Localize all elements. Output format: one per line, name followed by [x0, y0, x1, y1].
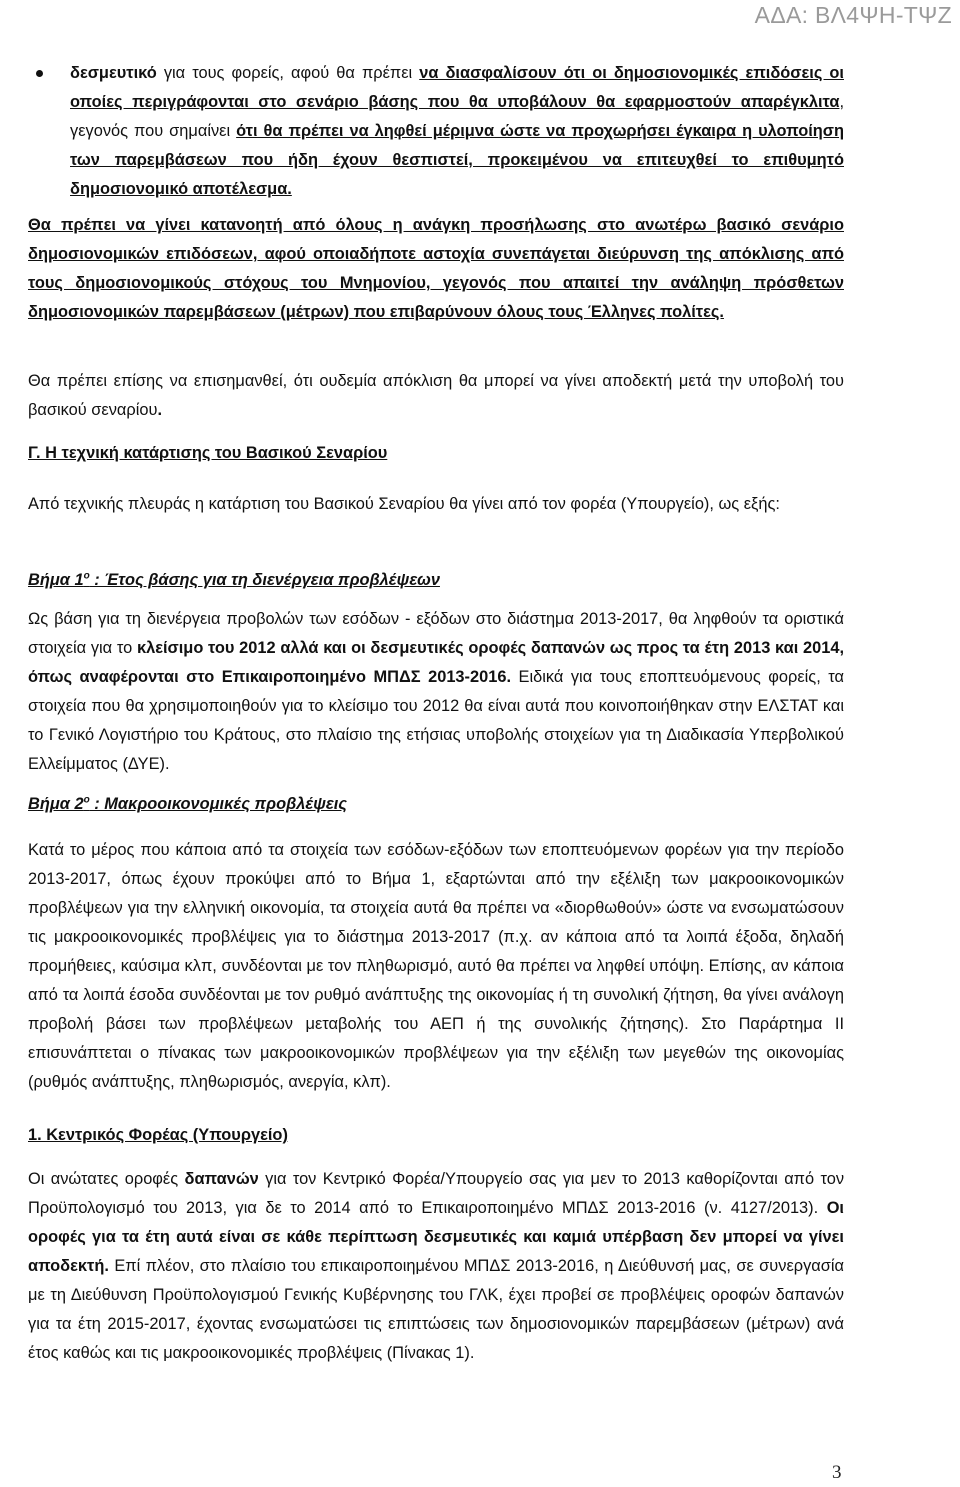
bullet-icon — [36, 70, 43, 77]
step2-para-block — [28, 836, 844, 1097]
no-deviation-end: . — [157, 401, 162, 419]
central-text-2: για τον Κεντρικό Φορέα/Υπουργείο σας για μεν το 2013 καθορίζονται από τον Προϋπολογισμό του 2013, για δε το 2014 από το Επικαιροποιημένο ΜΠΔΣ 2013-2016 (ν. 4127/2013). — [28, 1170, 845, 1217]
section-1-heading — [28, 1121, 844, 1150]
bullet-bold-1: δεσμευτικό — [70, 64, 157, 82]
step1-sup: ο — [83, 571, 90, 582]
section-g-heading — [28, 439, 844, 468]
technical-block — [28, 490, 844, 519]
step1-heading — [28, 562, 844, 595]
no-deviation-paragraph — [28, 367, 844, 425]
central-bold-2: Οι οροφές για τα έτη αυτά είναι σε κάθε περίπτωση δεσμευτικές και καμιά υπέρβαση δεν μπορεί να γίνει αποδεκτή. — [28, 1199, 844, 1275]
understand-block — [28, 211, 844, 327]
technical-paragraph: Από τεχνικής πλευράς η κατάρτιση του Βασικού Σεναρίου θα γίνει από τον φορέα (Υπουργείο), ως εξής: — [28, 495, 780, 513]
section-g-block — [28, 439, 844, 468]
bullet-underlined-1: να διασφαλίσουν ότι οι δημοσιονομικές επιδόσεις οι οποίες περιγράφονται στο σενάριο βάσης που θα υποβάλουν θα εφαρμοστούν απαρέγκλιτα — [70, 64, 844, 111]
no-deviation-block — [28, 367, 844, 425]
step1-paragraph — [28, 605, 844, 779]
step2-title: : Μακροοικονομικές προβλέψεις — [89, 795, 347, 814]
step1-prefix: Βήμα 1 — [28, 571, 84, 590]
step1-text-2: Ειδικά για τους εποπτευόμενους φορείς, τα στοιχεία που θα χρησιμοποιηθούν για το κλείσιμο του 2012 θα είναι αυτά που κοινοποιήθηκαν στην ΕΛΣΤΑΤ και το Γενικό Λογιστήριο του Κράτους, στο πλαίσιο της ετήσιας υποβολής στοιχείων για τη Διαδικασία Υπερβολικού Ελλείμματος (ΔΥΕ). — [28, 668, 844, 773]
understand-paragraph — [28, 211, 844, 327]
central-text-1: Οι ανώτατες οροφές — [28, 1170, 185, 1188]
section-1-title: 1. Κεντρικός Φορέας (Υπουργείο) — [28, 1126, 288, 1144]
section-1-block — [28, 1121, 844, 1150]
step1-block — [28, 562, 844, 595]
central-text-3: Επί πλέον, στο πλαίσιο του επικαιροποιημένου ΜΠΔΣ 2013-2016, η Διεύθυνσή μας, σε συνεργασία με τη Διεύθυνση Προϋπολογισμού Γενικής Κυβέρνησης του ΓΛΚ, έχει προβεί σε προβλέψεις οροφών δαπανών για τα έτη 2015-2017, έχοντας ενσωματώσει τις επιπτώσεις των δημοσιονομικών παρεμβάσεων (μέτρων) ανά έτος καθώς και τις μακροοικονομικές προβλέψεις (Πίνακας 1). — [28, 1257, 844, 1362]
no-deviation-text: Θα πρέπει επίσης να επισημανθεί, ότι ουδεμία απόκλιση θα μπορεί να γίνει αποδεκτή μετά την υποβολή του βασικού σεναρίου — [28, 372, 844, 419]
understand-text: Θα πρέπει να γίνει κατανοητή από όλους η ανάγκη προσήλωσης στο ανωτέρω βασικό σενάριο δημοσιονομικών επιδόσεων, αφού οποιαδήποτε αστοχία συνεπάγεται διεύρυνση της απόκλισης από τους δημοσιονομικούς στόχους του Μνημονίου, γεγονός που απαιτεί την ανάληψη πρόσθετων δημοσιονομικών παρεμβάσεων (μέτρων) που επιβαρύνουν όλους τους Έλληνες πολίτες. — [28, 216, 844, 321]
bullet-underlined-2: ότι θα πρέπει να ληφθεί μέριμνα ώστε να προχωρήσει έγκαιρα η υλοποίηση των παρεμβάσεων που ήδη έχουν θεσπιστεί, προκειμένου να επιτευχθεί το επιθυμητό δημοσιονομικό αποτέλεσμα. — [70, 122, 844, 198]
step2-prefix: Βήμα 2 — [28, 795, 84, 814]
step2-heading — [28, 786, 844, 819]
bullet-text-2: , γεγονός που σημαίνει — [70, 93, 844, 140]
ada-code: ΑΔΑ: ΒΛ4ΨΗ-ΤΨΖ — [754, 2, 952, 28]
page-number: 3 — [832, 1462, 842, 1483]
step1-text-1: Ως βάση για τη διενέργεια προβολών των εσόδων - εξόδων στο διάστημα 2013-2017, θα ληφθούν τα οριστικά στοιχεία για το — [28, 610, 844, 657]
central-para-block — [28, 1165, 844, 1368]
step2-sup: ο — [83, 795, 90, 806]
central-paragraph — [28, 1165, 844, 1368]
central-bold-1: δαπανών — [184, 1170, 259, 1188]
step2-paragraph: Κατά το μέρος που κάποια από τα στοιχεία των εσόδων-εξόδων των εποπτευόμενων φορέων για την περίοδο 2013-2017, όπως έχουν προκύψει από το Βήμα 1, εξαρτώνται από την εξέλιξη των μακροοικονομικών προβλέψεων για την ελληνική οικονομία, τα στοιχεία αυτά θα πρέπει να «διορθωθούν» ώστε να ενσωματώσουν τις μακροοικονομικές προβλέψεις για το διάστημα 2013-2017 (π.χ. αν κάποια από τα λοιπά έξοδα, δηλαδή προμήθειες, καύσιμα κλπ, συνδέονται με τον πληθωρισμό, αυτό θα πρέπει να ληφθεί υπόψη. Επίσης, αν κάποια από τα λοιπά έσοδα συνδέονται με τον ρυθμό ανάπτυξης της οικονομίας ή τη συνολική ζήτηση, θα γίνει ανάλογη προβολή βάσει των προβλέψεων μεταβολής του ΑΕΠ ή της συνολικής ζήτησης). Στο Παράρτημα ΙΙ επισυνάπτεται ο πίνακας των μακροοικονομικών προβλέψεων για την εξέλιξη των μεγεθών της οικονομίας (ρυθμός ανάπτυξης, πληθωρισμός, ανεργία, κλπ). — [28, 841, 844, 1091]
step2-block — [28, 786, 844, 819]
step1-title: : Έτος βάσης για τη διενέργεια προβλέψεων — [89, 571, 440, 590]
section-g-title: Γ. Η τεχνική κατάρτισης του Βασικού Σεναρίου — [28, 444, 388, 462]
step1-bold: κλείσιμο του 2012 αλλά και οι δεσμευτικές οροφές δαπανών ως προς τα έτη 2013 και 2014, όπως αναφέρονται στο Επικαιροποιημένο ΜΠΔΣ 2013-2016. — [28, 639, 844, 686]
bullet-paragraph — [70, 59, 844, 204]
step1-para-block — [28, 605, 844, 779]
bullet-list-item — [70, 59, 844, 204]
bullet-text-1: για τους φορείς, αφού θα πρέπει — [156, 64, 420, 82]
